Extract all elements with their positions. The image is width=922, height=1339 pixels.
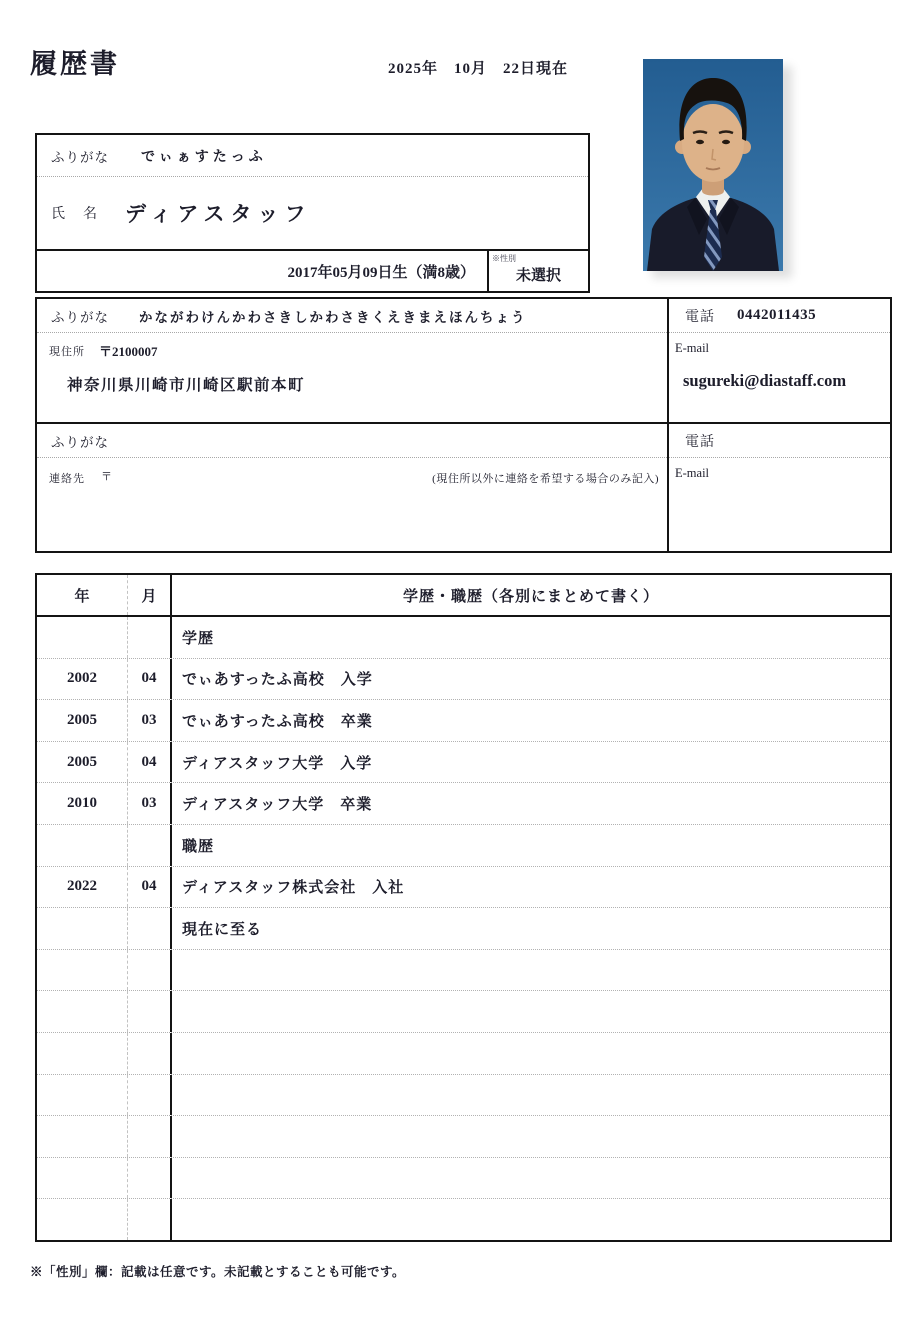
email-value: sugureki@diastaff.com (683, 371, 847, 390)
table-row (37, 742, 890, 784)
gender-label: ※性別 (492, 254, 516, 263)
table-row (37, 659, 890, 701)
portrait-photo (643, 59, 783, 271)
contact-email-label: E-mail (675, 466, 710, 480)
history-desc (172, 1033, 890, 1074)
birth-gender-section (35, 249, 590, 293)
history-header-year: 年 (37, 575, 128, 615)
gender-cell (487, 251, 588, 291)
history-month: 04 (128, 867, 172, 908)
email-label: E-mail (675, 341, 710, 355)
contact-note: (現住所以外に連絡を希望する場合のみ記入) (432, 473, 659, 485)
history-header-month: 月 (128, 575, 172, 615)
history-desc (172, 1075, 890, 1116)
history-month (128, 617, 172, 658)
history-desc (172, 950, 890, 991)
history-year (37, 825, 128, 866)
history-month (128, 950, 172, 991)
history-month (128, 991, 172, 1032)
phone-row (669, 299, 890, 333)
name-furigana-label: ふりがな (51, 149, 109, 165)
table-row (37, 700, 890, 742)
contact-phone-row (669, 424, 890, 458)
history-month (128, 1158, 172, 1199)
table-row (37, 1158, 890, 1200)
history-desc: ディアスタッフ大学 卒業 (182, 797, 373, 814)
history-month: 03 (128, 700, 172, 741)
table-row (37, 991, 890, 1033)
name-furigana-value: でぃぁすたっふ (141, 149, 267, 165)
history-desc: 職歴 (182, 838, 215, 855)
history-month: 04 (128, 742, 172, 783)
address-furigana-label: ふりがな (51, 309, 109, 325)
history-month (128, 1033, 172, 1074)
phone-value: 0442011435 (737, 307, 817, 323)
history-year (37, 1033, 128, 1074)
table-row (37, 1075, 890, 1117)
name-row (37, 177, 588, 249)
history-desc (172, 1158, 890, 1199)
history-year (37, 991, 128, 1032)
history-rows (37, 617, 890, 1240)
page-title: 履歴書 (30, 49, 120, 79)
history-year: 2022 (37, 867, 128, 908)
table-row (37, 1033, 890, 1075)
contact-phone-label: 電話 (685, 434, 715, 450)
history-month (128, 1075, 172, 1116)
name-label: 氏 名 (51, 207, 99, 222)
contact-label: 連絡先 (49, 473, 85, 485)
contact-furigana-row (37, 424, 667, 458)
history-month: 03 (128, 783, 172, 824)
table-row (37, 908, 890, 950)
address-furigana-value: かながわけんかわさきしかわさきくえきまえほんちょう (139, 309, 527, 325)
history-desc: 学歴 (182, 630, 215, 647)
contact-furigana-label: ふりがな (51, 434, 109, 450)
name-furigana-row (37, 135, 588, 177)
history-table (35, 573, 892, 1242)
history-desc: でぃあすったふ高校 入学 (182, 672, 373, 689)
name-section (35, 133, 590, 251)
history-year: 2010 (37, 783, 128, 824)
history-desc: ディアスタッフ大学 入学 (182, 755, 373, 772)
phone-label: 電話 (685, 309, 715, 325)
contact-address-section (35, 422, 892, 553)
postal-code: 〒2100007 (99, 344, 158, 359)
history-month (128, 908, 172, 949)
history-year (37, 950, 128, 991)
history-month (128, 825, 172, 866)
history-year (37, 1158, 128, 1199)
history-year: 2005 (37, 700, 128, 741)
history-header-desc: 学歴・職歴（各別にまとめて書く） (402, 588, 659, 605)
table-row (37, 950, 890, 992)
table-row (37, 783, 890, 825)
history-month (128, 1116, 172, 1157)
gender-field-note: ※「性別」欄：記載は任意です。未記載とすることも可能です。 (30, 1265, 406, 1279)
history-year (37, 1116, 128, 1157)
contact-postal-mark: 〒 (101, 471, 112, 483)
history-month: 04 (128, 659, 172, 700)
history-header-row (37, 575, 890, 617)
history-desc (172, 991, 890, 1032)
current-address-section (35, 297, 892, 424)
history-desc: 現在に至る (182, 921, 263, 938)
history-year: 2002 (37, 659, 128, 700)
birth-date: 2017年05月09日生（満8歳） (287, 264, 475, 281)
history-desc (172, 1116, 890, 1157)
table-row (37, 1116, 890, 1158)
table-row (37, 1199, 890, 1240)
history-year (37, 617, 128, 658)
history-month (128, 1199, 172, 1240)
name-value: ディアスタッフ (125, 202, 312, 226)
document-date: 2025年 10月 22日現在 (388, 61, 569, 77)
address-furigana-row (37, 299, 667, 333)
history-desc: でぃあすったふ高校 卒業 (182, 713, 373, 730)
gender-value: 未選択 (515, 268, 561, 284)
history-year: 2005 (37, 742, 128, 783)
history-year (37, 1199, 128, 1240)
history-desc (172, 1199, 890, 1240)
history-year (37, 908, 128, 949)
address-value: 神奈川県川崎市川崎区駅前本町 (67, 377, 306, 394)
table-row (37, 867, 890, 909)
history-desc: ディアスタッフ株式会社 入社 (182, 880, 405, 897)
table-row (37, 825, 890, 867)
current-address-label: 現住所 (49, 346, 85, 358)
history-year (37, 1075, 128, 1116)
portrait-photo-graphic (643, 59, 783, 271)
table-row (37, 617, 890, 659)
